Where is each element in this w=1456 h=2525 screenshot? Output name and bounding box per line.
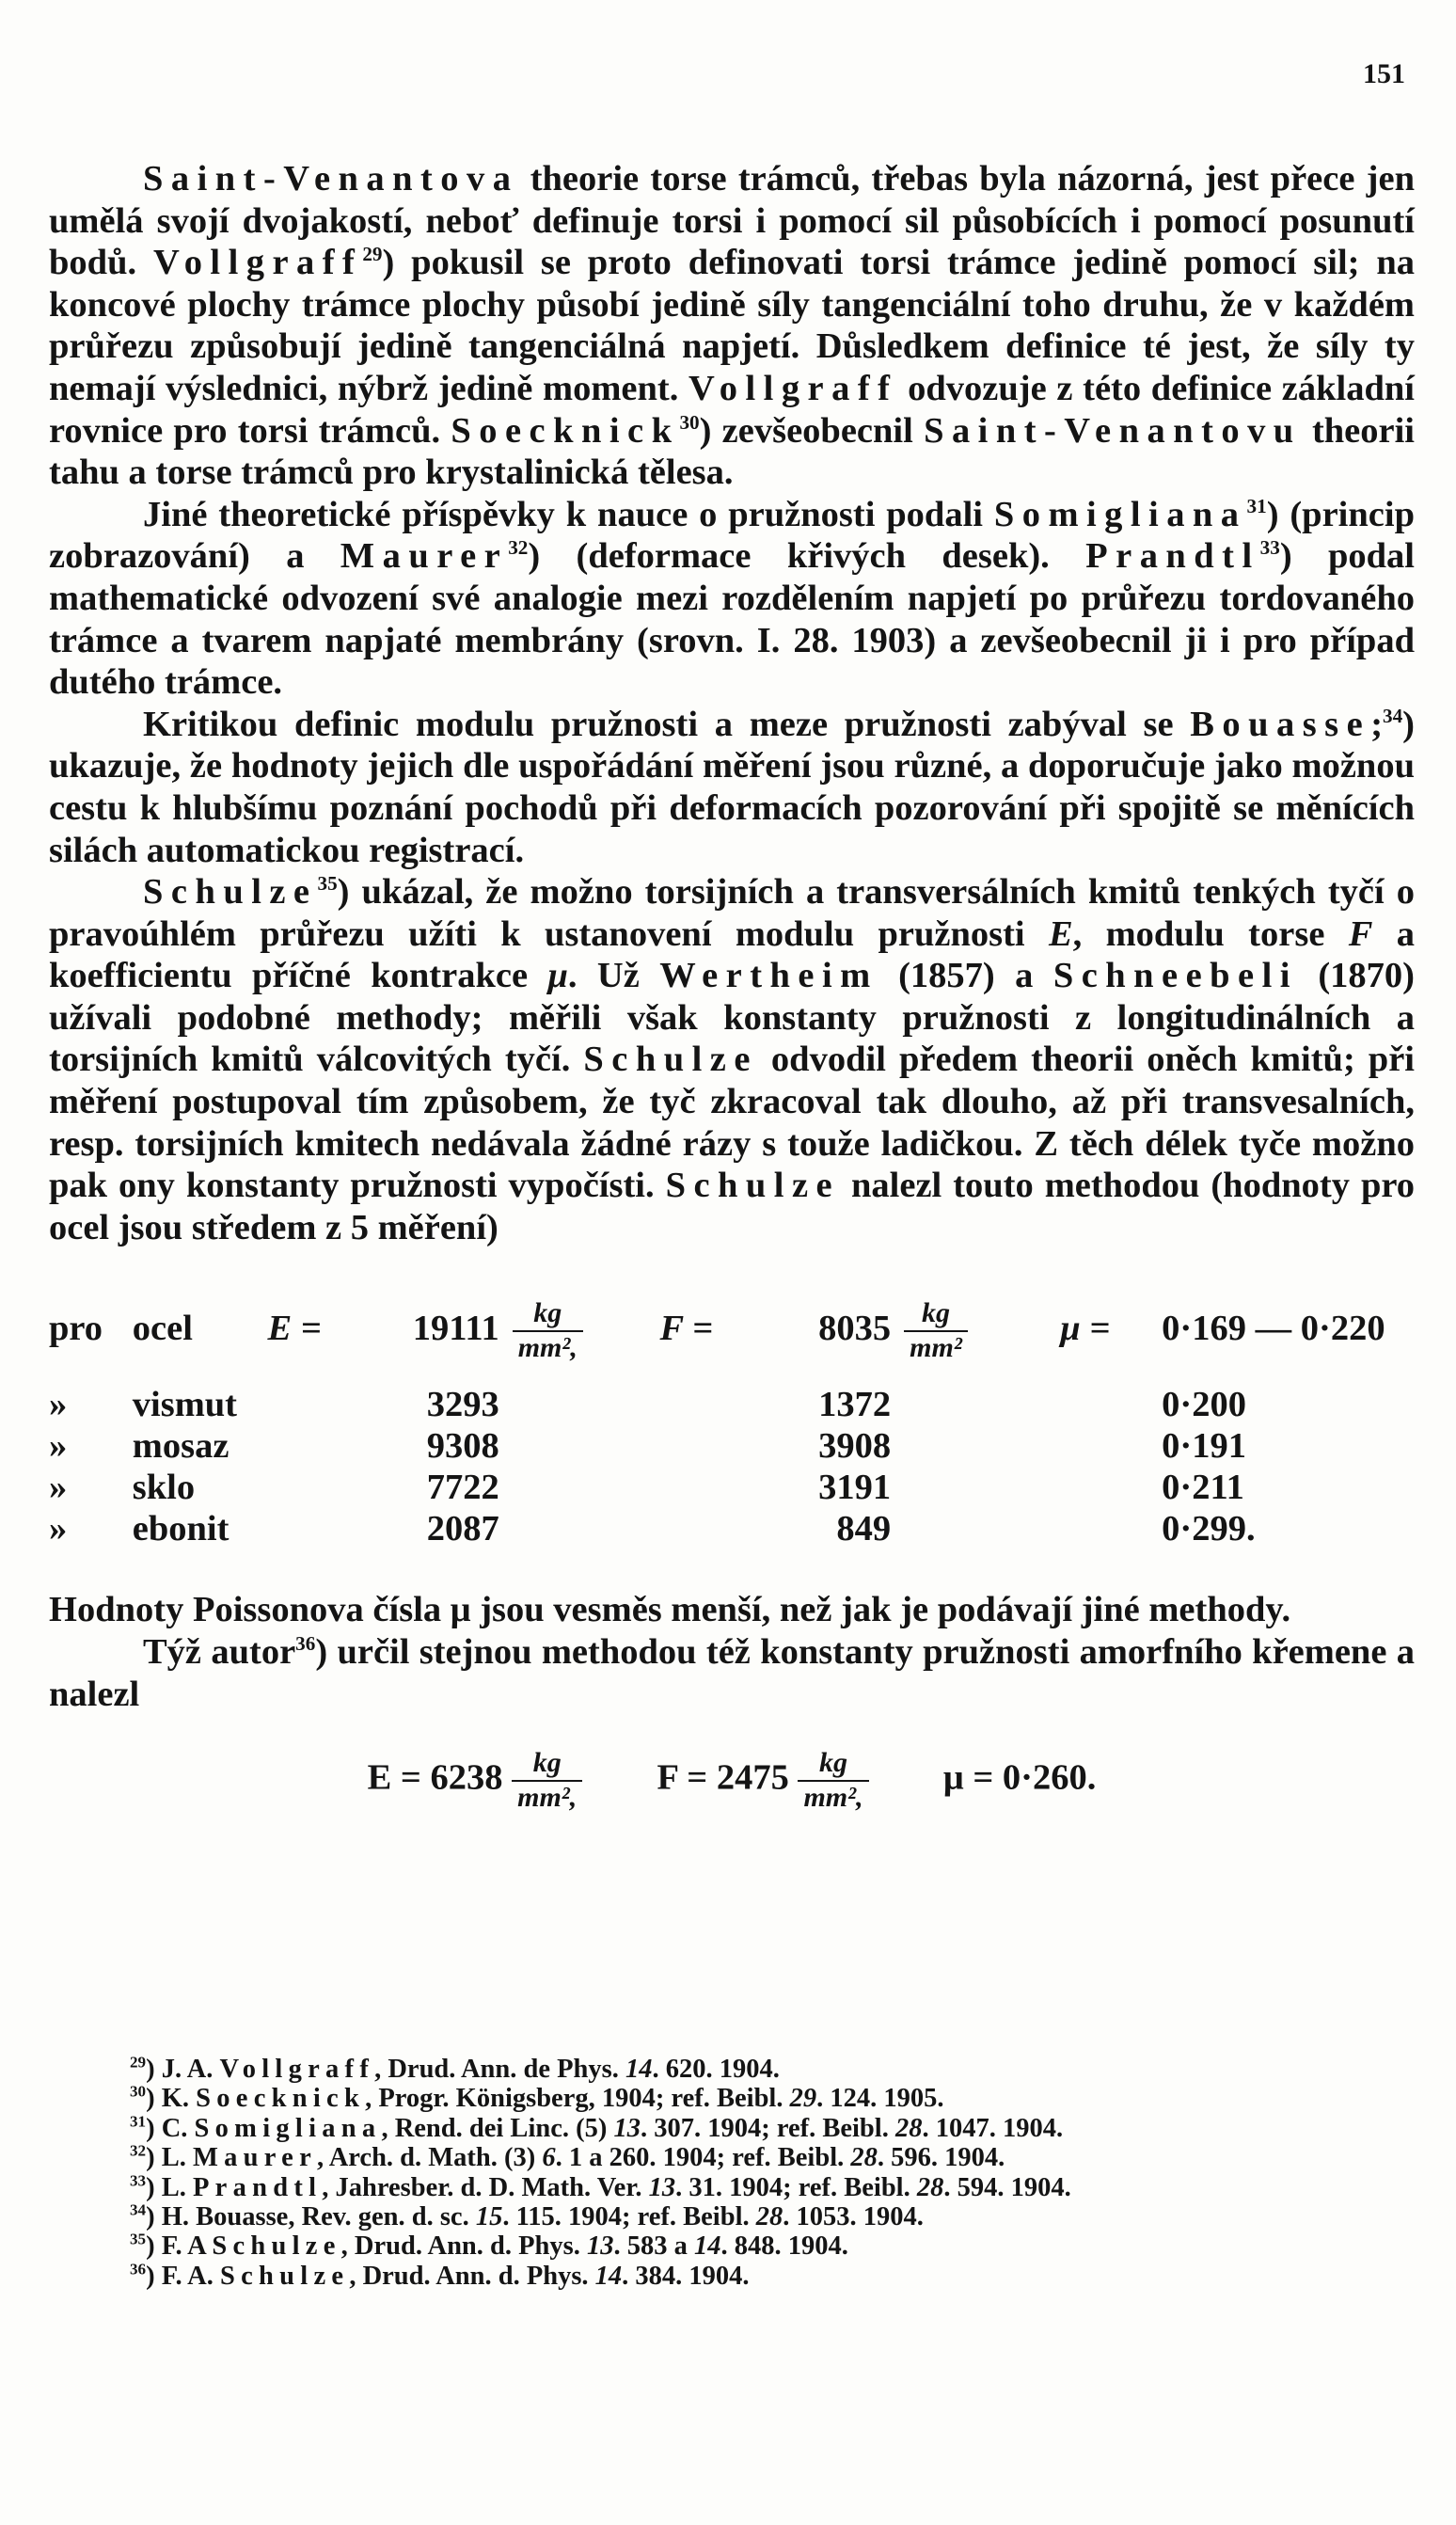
text-run: ) pokusil se proto definovati torsi trámce jedině pomocí sil; na koncové plochy trámce plochy působí jedině síly tangenciální toho druhu, že v každém průřezu způsobují jedině tangenciálná napjetí. Důsledkem definice té jest, že síly ty nemají výslednici, nýbrž jedině moment. [49, 243, 1415, 408]
E-label [268, 1467, 360, 1508]
mu-label [1060, 1384, 1162, 1425]
text-run: (1870) užívali podobné methody; měřili však konstanty pružnosti z longitudinálních a torsijních kmitů válcovitých tyčí. [49, 956, 1415, 1080]
body-text [49, 158, 1415, 1851]
author-name: Schulze [583, 1040, 758, 1080]
table-row [49, 1508, 1415, 1549]
footnote-number: 30 [130, 2082, 147, 2101]
text-run: ) C. [146, 2113, 195, 2143]
text-run: . 307. 1904; ref. Beibl. [640, 2113, 895, 2143]
text-run: ) F. A [146, 2231, 213, 2262]
amorph-text: ) určil stejnou methodou též konstanty pružnosti amorfního křemene a nalezl [49, 1632, 1415, 1714]
elastic-constants-table [49, 1297, 1415, 1549]
italic-symbol: 6 [542, 2143, 556, 2173]
author-name: Soecknick [196, 2084, 366, 2114]
footnote-number: 31 [130, 2112, 147, 2131]
text-run: , Progr. Königsberg, 1904; ref. Beibl. [365, 2084, 790, 2114]
footnote [49, 2173, 1415, 2202]
F-unit [891, 1384, 1060, 1425]
eq-mu: μ = 0·260. [942, 1757, 1097, 1798]
mu-label [1060, 1467, 1162, 1508]
E-value: 9308 [426, 1426, 499, 1467]
text-run: ) podal mathematické odvození své analogie mezi rozdělením napjetí po průřezu tordovaného trámce a tvarem napjaté membrány (srovn. I. 28. 1903) a zevšeobecnil ji i pro případ dutého trámce. [49, 536, 1415, 703]
text-run: ) J. A. [146, 2055, 220, 2084]
footnote-ref: 35 [317, 872, 338, 896]
E-unit [499, 1384, 660, 1425]
footnote [49, 2143, 1415, 2172]
E-value: 2087 [426, 1509, 499, 1549]
author-name: Saint-Venantova [143, 159, 519, 199]
italic-symbol: 28 [850, 2143, 878, 2173]
paragraph [49, 704, 1415, 871]
text-run: ) L. [146, 2143, 193, 2173]
unit-fraction [512, 1747, 582, 1814]
text-run: . 620. 1904. [652, 2055, 780, 2084]
author-name: Schulze [212, 2231, 341, 2262]
italic-symbol: 28 [755, 2202, 783, 2232]
text-run: ) H. Bouasse, Rev. gen. d. sc. [146, 2202, 476, 2232]
E-value: 19111 [412, 1308, 499, 1348]
author-name: Wertheim [659, 956, 878, 996]
text-run: ) L. [146, 2172, 193, 2202]
text-run: ) zevšeobecnil [699, 410, 925, 451]
italic-symbol: μ [547, 956, 568, 996]
italic-symbol: 14 [693, 2231, 721, 2262]
text-run: . 594. 1904. [943, 2172, 1071, 2202]
row-prefix: » [49, 1509, 68, 1549]
row-prefix: pro [49, 1308, 103, 1348]
E-unit [499, 1467, 660, 1508]
F-label [660, 1425, 762, 1467]
text-run: ) K. [146, 2084, 197, 2114]
F-value: 1372 [818, 1385, 892, 1425]
footnote-ref: 29 [362, 243, 383, 266]
table-row [49, 1467, 1415, 1508]
F-label [660, 1467, 762, 1508]
text-run: . Už [567, 956, 660, 996]
E-unit [499, 1425, 660, 1467]
footnote-number: 34 [130, 2200, 147, 2219]
footnote-ref: 34 [1383, 704, 1403, 727]
quartz-equation [49, 1747, 1415, 1814]
footnote [49, 2202, 1415, 2231]
text-run: ) (princip zobrazování) a [49, 494, 1415, 577]
unit-den: mm², [517, 1331, 578, 1363]
author-name: Schulze [665, 1166, 841, 1206]
text-run: . 124. 1905. [816, 2084, 944, 2114]
text-run: ; [1370, 704, 1384, 744]
text-run: . 115. 1904; ref. Beibl. [502, 2202, 756, 2232]
eq-F: F = 2475 [657, 1757, 789, 1798]
mu-label: μ = [1060, 1308, 1111, 1348]
author-name: Saint-Venantovu [924, 410, 1302, 451]
text-run: ) ukázal, že možno torsijních a transversálních kmitů tenkých tyčí o pravoúhlém průřezu užíti k ustanovení modulu pružnosti [49, 872, 1415, 954]
mu-value: 0·191 [1162, 1426, 1246, 1467]
text-run: . 384. 1904. [622, 2261, 750, 2291]
F-unit [891, 1297, 1060, 1384]
author-name: Soecknick [451, 410, 680, 451]
text-run: . 1047. 1904. [922, 2113, 1064, 2143]
material-name: mosaz [132, 1426, 229, 1467]
italic-symbol: 14 [625, 2055, 653, 2084]
author-name: Vollgraff [219, 2055, 375, 2084]
author-name: Schulze [220, 2261, 350, 2291]
F-value: 849 [836, 1509, 892, 1549]
F-label: F = [659, 1308, 714, 1348]
row-prefix: » [49, 1468, 68, 1508]
text-run: , Drud. Ann. d. Phys. [340, 2231, 587, 2262]
mu-label [1060, 1508, 1162, 1549]
E-unit [499, 1508, 660, 1549]
italic-symbol: 13 [648, 2172, 676, 2202]
footnote-ref: 36 [295, 1632, 316, 1656]
unit-den: mm², [803, 1781, 863, 1813]
author-name: Vollgraff [152, 243, 363, 283]
text-run: . 583 a [613, 2231, 694, 2262]
E-label: E = [267, 1308, 322, 1348]
E-value: 7722 [426, 1468, 499, 1508]
eq-E: E = 6238 [367, 1757, 503, 1798]
footnote-ref: 32 [508, 536, 529, 560]
F-value: 3191 [818, 1468, 892, 1508]
footnotes [49, 2055, 1415, 2291]
footnote-number: 32 [130, 2141, 147, 2160]
F-value: 3908 [818, 1426, 892, 1467]
E-unit [499, 1297, 660, 1384]
F-unit [891, 1425, 1060, 1467]
footnote-number: 36 [130, 2260, 147, 2279]
material-name: sklo [132, 1468, 196, 1508]
unit-den: mm², [517, 1781, 578, 1813]
footnote-number: 33 [130, 2171, 147, 2190]
footnote-number: 35 [130, 2230, 147, 2248]
author-name: Schneebeli [1052, 956, 1298, 996]
paragraph [49, 871, 1415, 1248]
footnote-ref: 31 [1246, 494, 1267, 517]
mu-label [1060, 1425, 1162, 1467]
material-name: ocel [132, 1308, 193, 1348]
text-run: odvodil předem theorii oněch kmitů; při měření postupoval tím způsobem, že tyč zkracoval tak dlouho, až při transvesalních, resp. torsijních kmitech nedávala žádné rázy s touže ladičkou. Z těch délek tyče možno pak ony konstanty pružnosti vypočísti. [49, 1040, 1416, 1206]
text-run: , Drud. Ann. de Phys. [374, 2055, 625, 2084]
F-value: 8035 [818, 1308, 892, 1348]
text-run: . 1 a 260. 1904; ref. Beibl. [555, 2143, 851, 2173]
text-run: , Jahresber. d. D. Math. Ver. [322, 2172, 649, 2202]
F-label [660, 1384, 762, 1425]
italic-symbol: 14 [594, 2261, 623, 2291]
text-run: , Rend. dei Linc. (5) [381, 2113, 614, 2143]
material-name: vismut [132, 1385, 237, 1425]
footnote-number: 29 [130, 2053, 147, 2072]
F-unit [891, 1467, 1060, 1508]
text-run: Kritikou definic modulu pružnosti a meze pružnosti zabýval se [143, 704, 1191, 744]
italic-symbol: 15 [475, 2202, 503, 2232]
footnote [49, 2231, 1415, 2261]
F-unit [891, 1508, 1060, 1549]
unit-num: kg [904, 1297, 968, 1332]
unit-fraction [798, 1747, 868, 1814]
unit-den: mm² [910, 1331, 962, 1363]
text-run: . 31. 1904; ref. Beibl. [675, 2172, 917, 2202]
footnote [49, 2114, 1415, 2143]
poisson-remark: Hodnoty Poissonova čísla μ jsou vesměs menší, než jak je podávají jiné methody. [49, 1590, 1291, 1630]
author-name: Bouasse [1190, 704, 1371, 744]
E-label [268, 1425, 360, 1467]
unit-num: kg [512, 1747, 582, 1782]
E-label [268, 1508, 360, 1549]
mu-value: 0·211 [1162, 1468, 1244, 1508]
row-prefix: » [49, 1385, 68, 1425]
table-row [49, 1297, 1415, 1384]
text-run: theorii tahu a torse trámců pro krystalinická tělesa. [49, 410, 1415, 493]
unit-fraction [513, 1297, 583, 1364]
text-run: ) F. A. [146, 2261, 221, 2291]
text-run: a koefficientu příčné kontrakce [49, 913, 1416, 996]
F-label [660, 1508, 762, 1549]
author-name: Vollgraff [688, 368, 898, 408]
italic-symbol: 29 [789, 2084, 817, 2114]
footnote [49, 2084, 1415, 2113]
unit-fraction [904, 1297, 968, 1364]
paragraph [49, 494, 1415, 704]
author-name: Somigliana [194, 2113, 382, 2143]
footnote-ref: 30 [679, 410, 700, 434]
italic-symbol: 13 [613, 2113, 641, 2143]
paragraph [49, 158, 1415, 494]
italic-symbol: 28 [916, 2172, 944, 2202]
text-run: ) ukazuje, že hodnoty jejich dle uspořádání měření jsou různé, a doporučuje jako možnou cestu k hlubšímu poznání pochodů při deformacích pozorování při spojitě se měnících silách automatickou registrací. [49, 704, 1415, 870]
italic-symbol: E [1048, 913, 1073, 954]
footnote [49, 2262, 1415, 2291]
mu-value: 0·200 [1162, 1385, 1246, 1425]
author-name: Maurer [192, 2143, 318, 2173]
text-run: ) (deformace křivých desek). [528, 536, 1086, 577]
italic-symbol: 28 [894, 2113, 923, 2143]
text-run: Jiné theoretické příspěvky k nauce o pružnosti podali [143, 494, 994, 534]
E-value: 3293 [426, 1385, 499, 1425]
E-label [268, 1384, 360, 1425]
text-run: , Arch. d. Math. (3) [317, 2143, 543, 2173]
page-number: 151 [1363, 58, 1405, 89]
text-run: . 596. 1904. [877, 2143, 1005, 2173]
italic-symbol: F [1348, 913, 1373, 954]
mu-value: 0·299. [1162, 1509, 1256, 1549]
text-run: . 1053. 1904. [783, 2202, 924, 2232]
italic-symbol: 13 [586, 2231, 614, 2262]
row-prefix: » [49, 1426, 68, 1467]
author-name: Schulze [143, 872, 318, 913]
text-run: , modulu torse [1072, 913, 1349, 954]
mu-value: 0·169 — 0·220 [1162, 1308, 1385, 1348]
author-name: Prandtl [1085, 536, 1260, 577]
author-name: Maurer [340, 536, 509, 577]
table-row [49, 1384, 1415, 1425]
author-name: Prandtl [192, 2172, 323, 2202]
text-run: odvozuje z této definice základní rovnice pro torsi trámců. [49, 368, 1415, 451]
author-name: Somigliana [993, 494, 1247, 534]
unit-num: kg [798, 1747, 868, 1782]
footnote [49, 2055, 1415, 2084]
footnote-ref: 33 [1259, 536, 1280, 560]
text-run: (1857) a [878, 956, 1053, 996]
text-run: , Drud. Ann. d. Phys. [349, 2261, 595, 2291]
text-run: . 848. 1904. [720, 2231, 848, 2262]
text-run: theorie torse trámců, třebas byla názorná, jest přece jen umělá svojí dvojakostí, neboť definuje torsi i pomocí sil působících i pomocí posunutí bodů. [49, 159, 1415, 283]
amorph-text: Týž autor [143, 1632, 296, 1673]
table-row [49, 1425, 1415, 1467]
material-name: ebonit [132, 1509, 229, 1549]
amorph-paragraph [49, 1631, 1415, 1715]
unit-num: kg [513, 1297, 583, 1332]
text-run: nalezl touto methodou (hodnoty pro ocel jsou středem z 5 měření) [49, 1166, 1415, 1247]
